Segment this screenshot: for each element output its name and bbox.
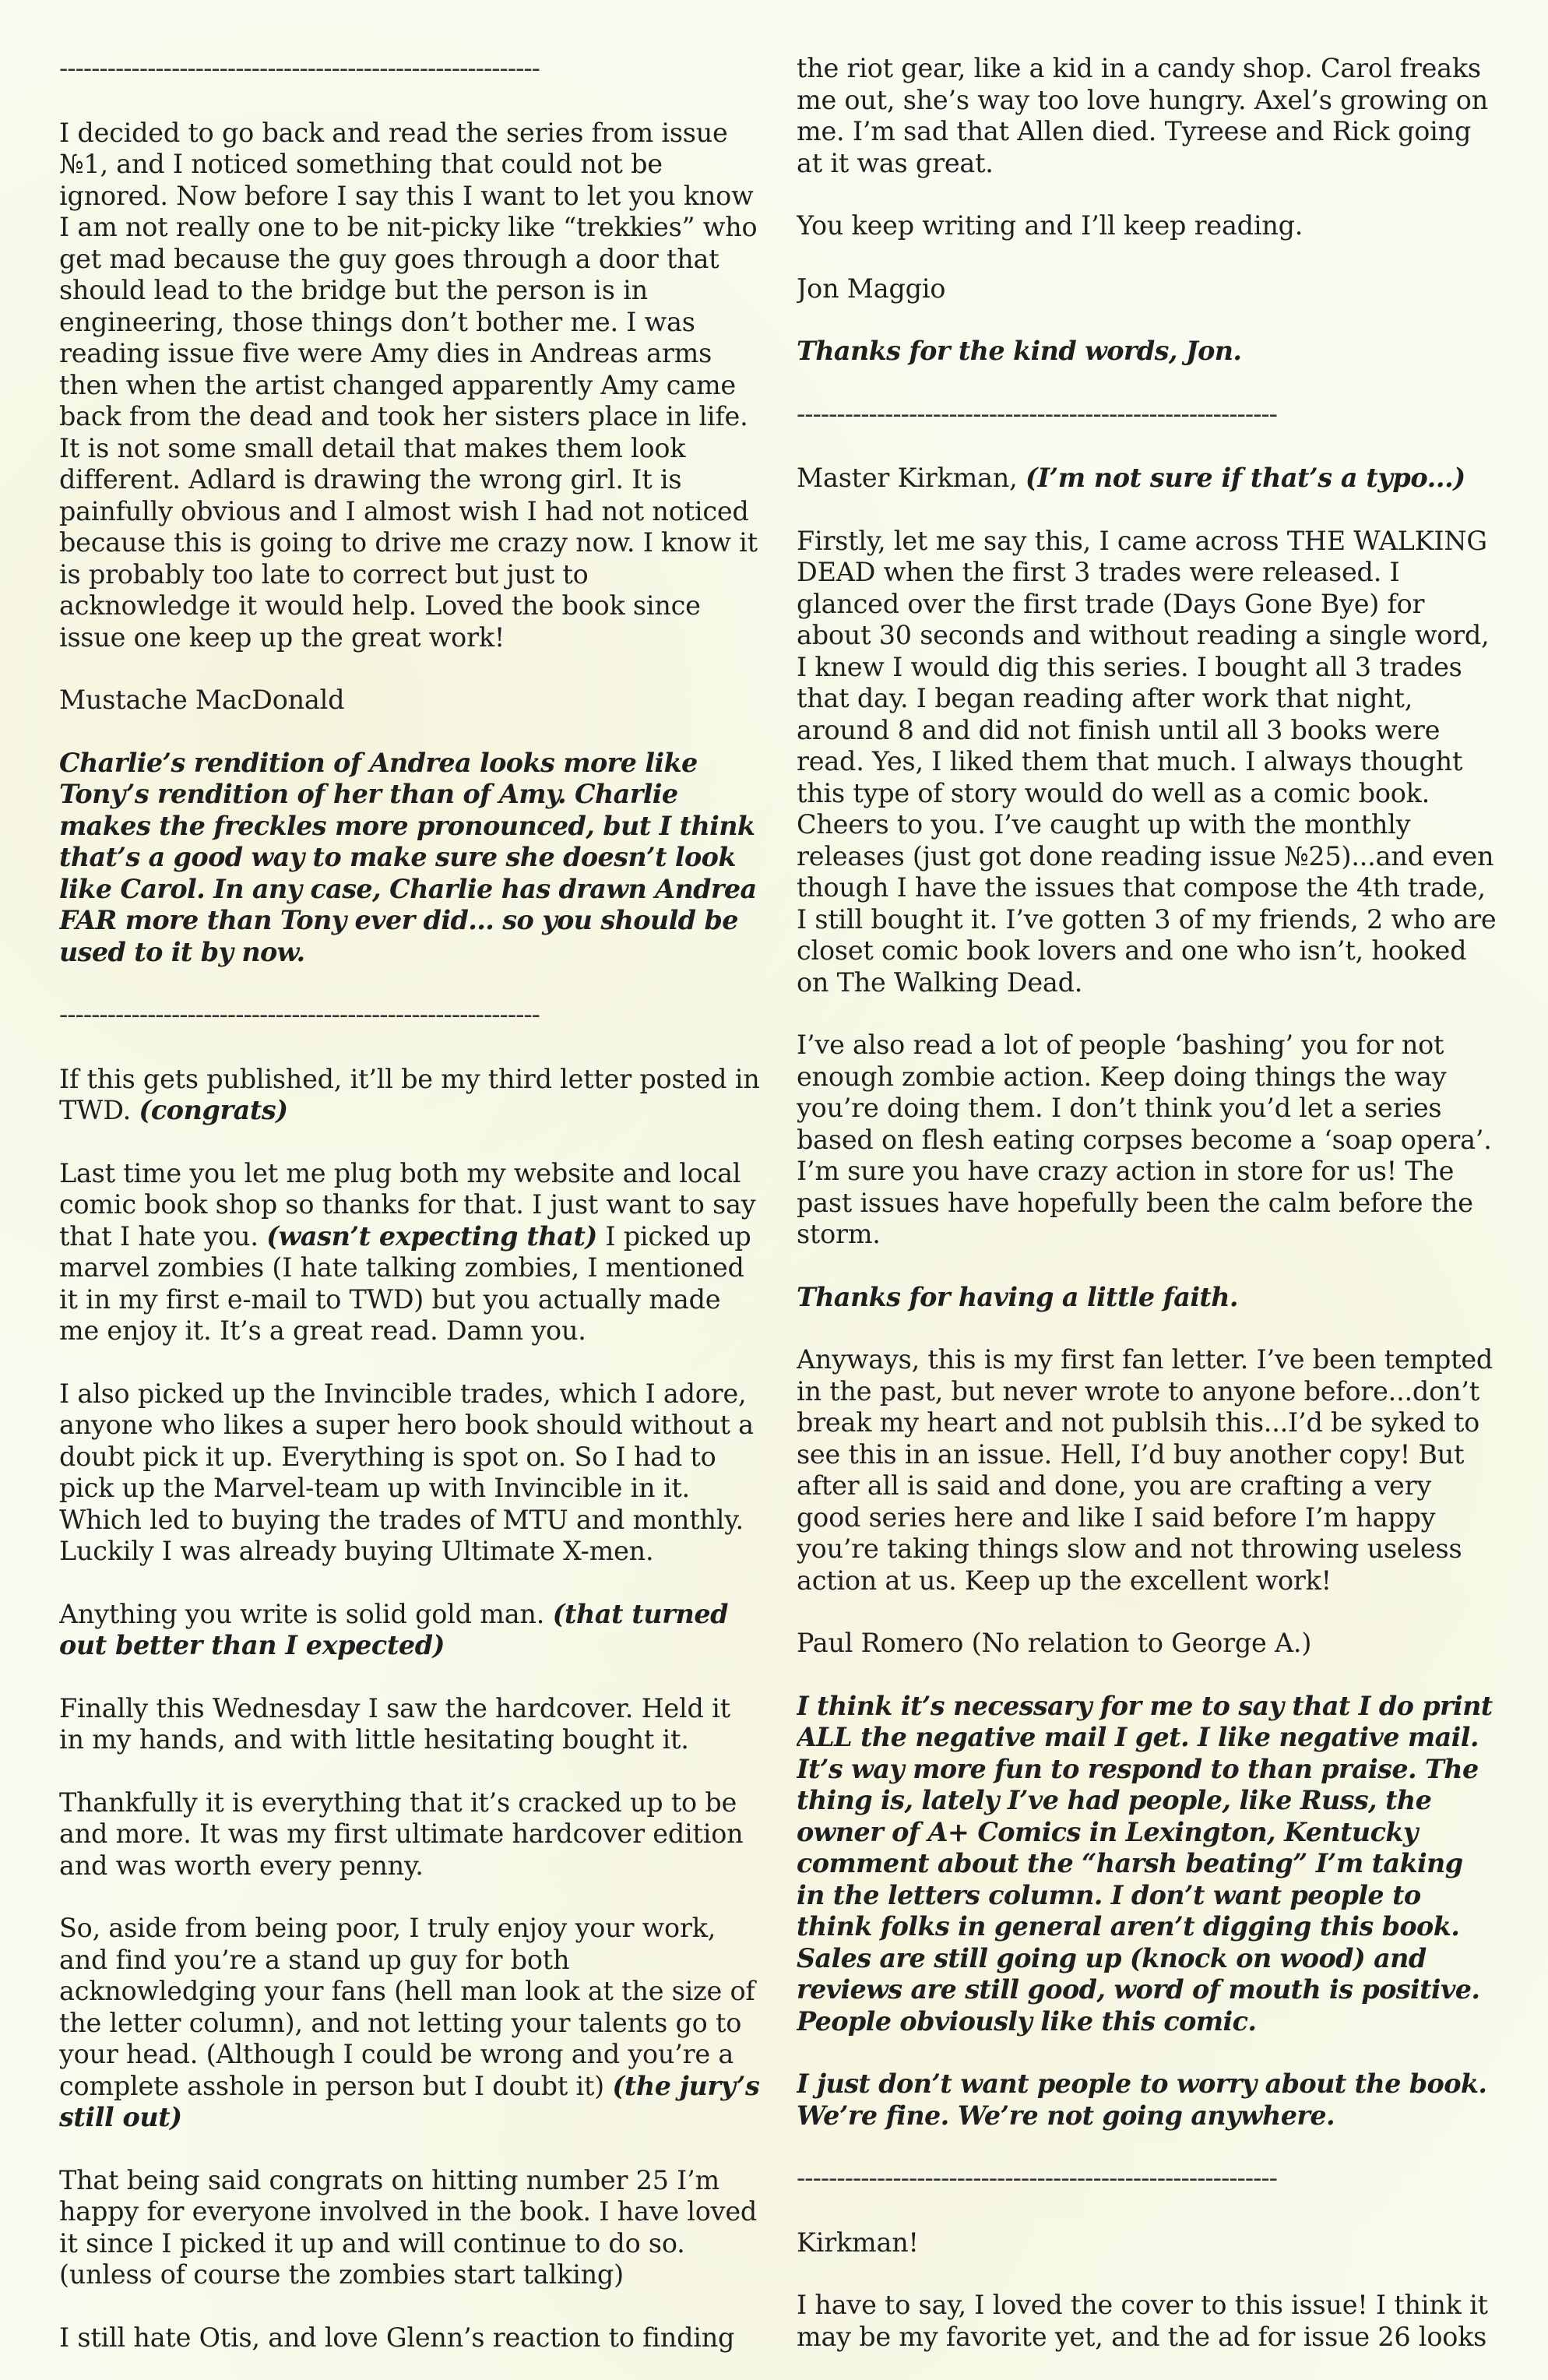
letter-2-paragraph-6: Thankfully it is everything that it’s cracked up to be and more. It was my first ultimate hardcover edition and was worth every penny. [59,1787,744,1881]
letters-page [59,53,1498,2358]
separator: ------------------------------------------------------------ [59,53,540,83]
letter-2-paragraph-10: You keep writing and I’ll keep reading. [797,210,1303,241]
letter-2-inline-reply: (that turned out better than I expected) [59,1598,729,1660]
letter-2-paragraph-2 [59,1158,761,1347]
letter-2-paragraph-1-text: If this gets published, it’ll be my third letter posted in TWD. [59,1063,760,1125]
letter-2-inline-reply: (congrats) [139,1095,288,1125]
letter-2-inline-reply: (wasn’t expecting that) [266,1220,597,1252]
letter-2-paragraph-3: I also picked up the Invincible trades, which I adore, anyone who likes a super hero book should without a doubt pick it up. Everything is spot on. So I had to pick up the Marvel-team up with Invincible in it. Which led to buying the trades of MTU and monthly. Luckily I was already buying Ultimate X-men. [59,1378,754,1566]
separator: ------------------------------------------------------------ [797,398,1277,429]
letter-1-editor-reply: Charlie’s rendition of Andrea looks more like Tony’s rendition of her than of Amy. Charlie makes the freckles more pronounced, but I think that’s a good way to make sure she doesn’t look like Carol. In any case, Charlie has drawn Andrea FAR more than Tony ever did... so you should be used to it by now. [59,747,757,967]
letter-2-paragraph-7 [59,1913,761,2134]
separator: ------------------------------------------------------------ [59,999,540,1030]
letter-3-signature: Paul Romero (No relation to George A.) [797,1628,1312,1658]
separator: ------------------------------------------------------------ [797,2163,1277,2193]
letter-2-paragraph-1 [59,1064,761,1127]
letter-2-inline-reply: (the jury’s still out) [59,2070,760,2132]
letter-3-paragraph-1: Firstly, let me say this, I came across THE WALKING DEAD when the first 3 trades were released. I glanced over the first trade (Days Gone Bye) for about 30 seconds and without reading a single word, I knew I would dig this series. I bought all 3 trades that day. I began reading after work that night, around 8 and did not finish until all 3 books were read. Yes, I liked them that much. I always thought this type of story would do well as a comic book. Cheers to you. I’ve caught up with the monthly releases (just got done reading issue №25)...and even though I have the issues that compose the 4th trade, I still bought it. I’ve gotten 3 of my friends, 2 who are closet comic book lovers and one who isn’t, hooked on The Walking Dead. [797,525,1497,998]
letter-3-greeting-text: Master Kirkman, [797,463,1018,493]
letter-2-paragraph-4 [59,1599,761,1662]
letter-3-paragraph-3: Anyways, this is my first fan letter. I’ve been tempted in the past, but never wrote to anyone before...don’t break my heart and not publsih this...I’d be syked to see this in an issue. Hell, I’d buy another copy! But after all is said and done, you are crafting a very good series here and like I said before I’m happy you’re taking things slow and not throwing useless action at us. Keep up the excellent work! [797,1344,1493,1596]
letter-4-paragraph-1: I have to say, I loved the cover to this issue! I think it may be my favorite yet, and the ad for issue 26 looks [797,2290,1488,2352]
letter-3-paragraph-2: I’ve also read a lot of people ‘bashing’ you for not enough zombie action. Keep doing things the way you’re doing them. I don’t think you’d let a series based on flesh eating corpses become a ‘soap opera’. I’m sure you have crazy action in store for us! The past issues have hopefully been the calm before the storm. [797,1030,1492,1249]
letter-3-greeting-reply: (I’m not sure if that’s a typo...) [1025,463,1465,493]
letter-3-editor-reply-3: I just don’t want people to worry about the book. We’re fine. We’re not going anywhere. [797,2068,1487,2131]
letter-2-paragraph-9-continued: the riot gear, like a kid in a candy shop. Carol freaks me out, she’s way too love hungry. Axel’s growing on me. I’m sad that Allen died. Tyreese and Rick going at it was great. [797,53,1488,178]
letter-3-editor-reply-1: Thanks for having a little faith. [797,1281,1238,1312]
letter-2-signature: Jon Maggio [797,273,946,304]
left-column [59,53,761,2358]
letter-2-paragraph-2-text-a: Last time you let me plug both my website and local comic book shop so thanks for that. I just want to say that I hate you. [59,1157,756,1252]
right-column [797,53,1498,2358]
letter-2-paragraph-9: I still hate Otis, and love Glenn’s reaction to finding [59,2322,735,2353]
letter-2-paragraph-4-text: Anything you write is solid gold man. [59,1598,545,1629]
letter-1-signature: Mustache MacDonald [59,685,345,715]
letter-3-greeting [797,463,1498,495]
letter-4-greeting: Kirkman! [797,2227,919,2258]
letter-2-paragraph-7-text: So, aside from being poor, I truly enjoy your work, and find you’re a stand up guy for both acknowledging your fans (hell man look at the size of the letter column), and not letting your talents go to your head. (Although I could be wrong and you’re a complete asshole in person but I doubt it) [59,1913,755,2101]
letter-2-paragraph-8: That being said congrats on hitting number 25 I’m happy for everyone involved in the book. I have loved it since I picked it up and will continue to do so. (unless of course the zombies start talking) [59,2164,758,2290]
letter-1-body: I decided to go back and read the series from issue №1, and I noticed something that could not be ignored. Now before I say this I want to let you know I am not really one to be nit-picky like “trekkies” who get mad because the guy goes through a door that should lead to the bridge but the person is in engineering, those things don’t bother me. I was reading issue five were Amy dies in Andreas arms then when the artist changed apparently Amy came back from the dead and took her sisters place in life. It is not some small detail that makes them look different. Adlard is drawing the wrong girl. It is painfully obvious and I almost wish I had not noticed because this is going to drive me crazy now. I know it is probably too late to correct but just to acknowledge it would help. Loved the book since issue one keep up the great work! [59,117,758,653]
letter-2-paragraph-2-text-b: I picked up marvel zombies (I hate talking zombies, I mentioned it in my first e-mail to TWD) but you actually made me enjoy it. It’s a great read. Damn you. [59,1220,751,1346]
letter-2-paragraph-5: Finally this Wednesday I saw the hardcover. Held it in my hands, and with little hesitating bought it. [59,1692,730,1755]
letter-2-editor-reply: Thanks for the kind words, Jon. [797,336,1242,366]
letter-3-editor-reply-2: I think it’s necessary for me to say that I do print ALL the negative mail I get. I like negative mail. It’s way more fun to respond to than praise. The thing is, lately I’ve had people, like Russ, the owner of A+ Comics in Lexington, Kentucky comment about the “harsh beating” I’m taking in the letters column. I don’t want people to think folks in general aren’t digging this book. Sales are still going up (knock on wood) and reviews are still good, word of mouth is positive. People obviously like this comic. [797,1690,1493,2037]
